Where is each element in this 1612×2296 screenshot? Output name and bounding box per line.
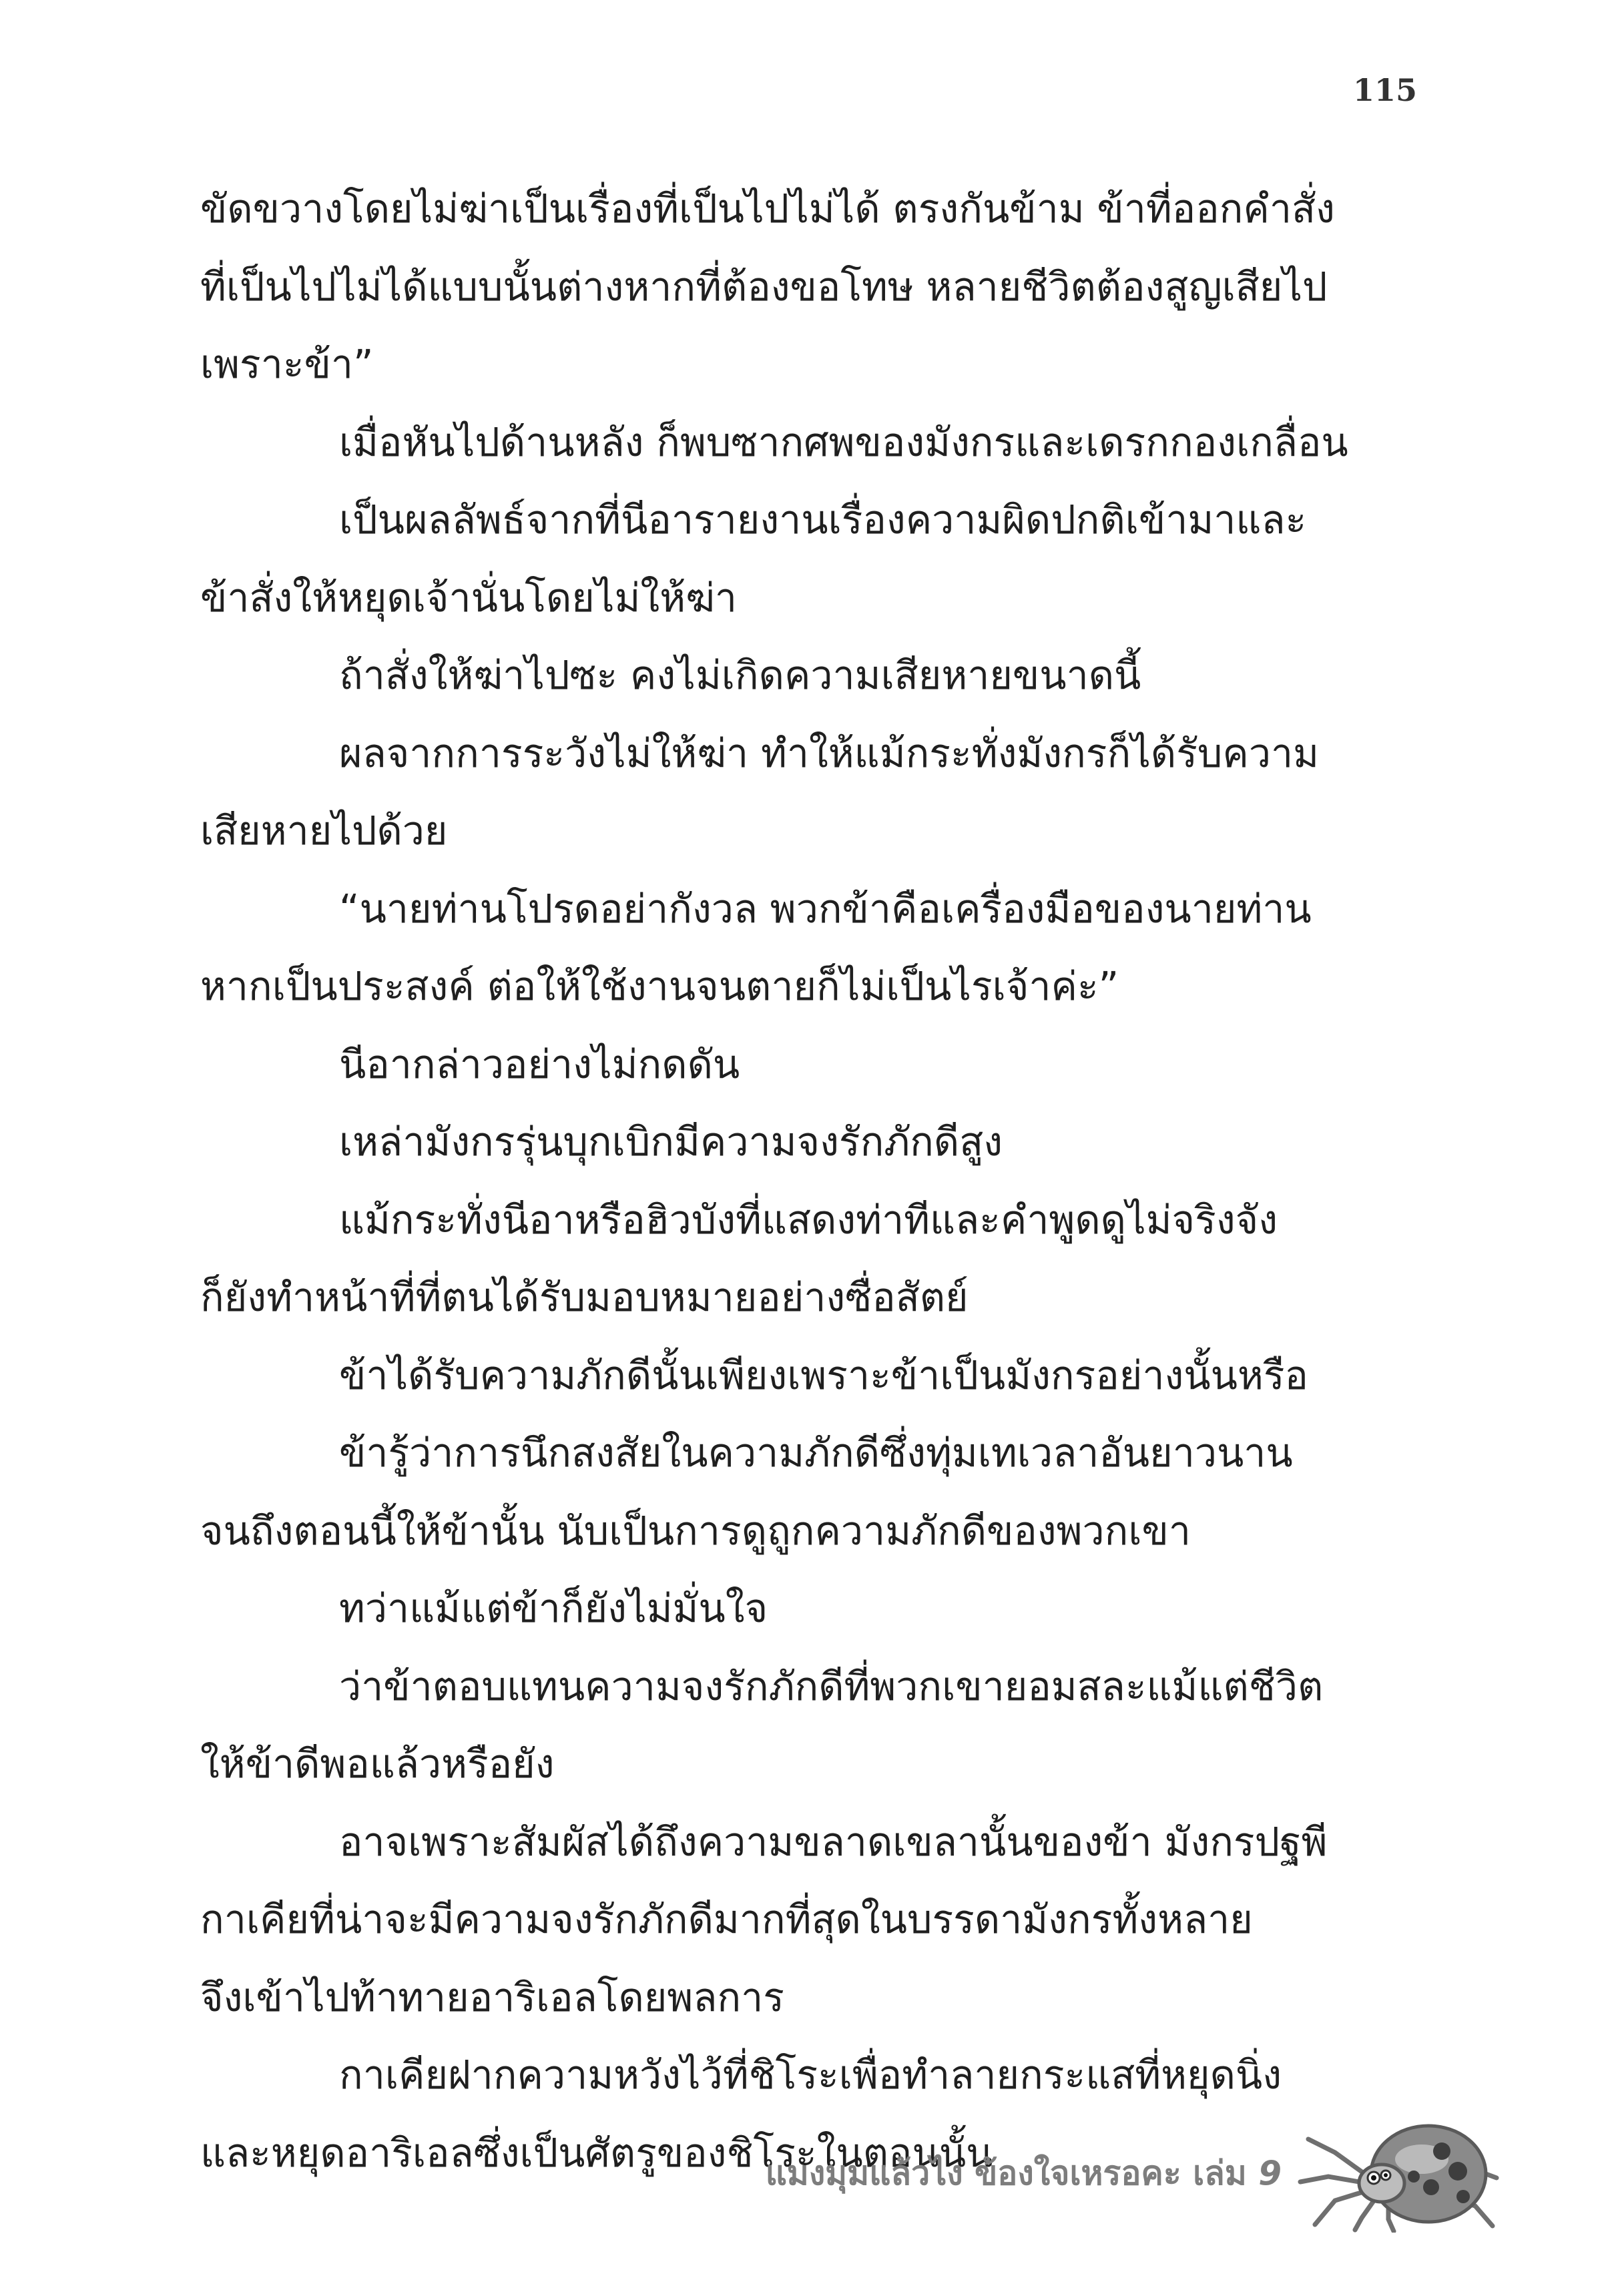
- text-line: จนถึงตอนนี้ให้ข้านั้น นับเป็นการดูถูกความภักดีของพวกเขา: [200, 1507, 1191, 1554]
- volume-number: 9: [1258, 2154, 1282, 2193]
- spider-mascot-icon: [1288, 2112, 1502, 2233]
- text-line: เมื่อหันไปด้านหลัง ก็พบซากศพของมังกรและเดรกกองเกลื่อน: [339, 418, 1348, 465]
- text-line: เพราะข้า”: [200, 341, 374, 387]
- text-line: เสียหายไปด้วย: [200, 808, 448, 854]
- text-line: ข้ารู้ว่าการนึกสงสัยในความภักดีซึ่งทุ่มเทเวลาอันยาวนาน: [339, 1430, 1293, 1476]
- running-footer: [721, 2112, 1509, 2233]
- book-title-text: แมงมุมแล้วไง ข้องใจเหรอคะ เล่ม: [765, 2154, 1247, 2193]
- text-line: เป็นผลลัพธ์จากที่นีอารายงานเรื่องความผิดปกติเข้ามาและ: [339, 497, 1307, 543]
- text-line: กาเคียที่น่าจะมีความจงรักภักดีมากที่สุดในบรรดามังกรทั้งหลาย: [200, 1896, 1253, 1942]
- text-line: เหล่ามังกรรุ่นบุกเบิกมีความจงรักภักดีสูง: [339, 1119, 1003, 1165]
- text-line: ทว่าแม้แต่ข้าก็ยังไม่มั่นใจ: [339, 1585, 768, 1631]
- body-text: [200, 170, 1415, 2192]
- text-line: นีอากล่าวอย่างไม่กดดัน: [339, 1041, 740, 1087]
- text-line: หากเป็นประสงค์ ต่อให้ใช้งานจนตายก็ไม่เป็นไรเจ้าค่ะ”: [200, 963, 1119, 1009]
- book-title: [766, 2147, 1282, 2200]
- text-line: ขัดขวางโดยไม่ฆ่าเป็นเรื่องที่เป็นไปไม่ได้ ตรงกันข้าม ข้าที่ออกคำสั่ง: [200, 186, 1335, 232]
- text-line: ให้ข้าดีพอแล้วหรือยัง: [200, 1741, 555, 1787]
- text-line: ก็ยังทำหน้าที่ที่ตนได้รับมอบหมายอย่างซื่อสัตย์: [200, 1274, 969, 1320]
- text-line: ที่เป็นไปไม่ได้แบบนั้นต่างหากที่ต้องขอโทษ หลายชีวิตต้องสูญเสียไป: [200, 263, 1328, 310]
- text-line: แม้กระทั่งนีอาหรือฮิวบังที่แสดงท่าทีและคำพูดดูไม่จริงจัง: [339, 1196, 1278, 1243]
- text-line: ถ้าสั่งให้ฆ่าไปซะ คงไม่เกิดความเสียหายขนาดนี้: [339, 652, 1141, 698]
- text-line: ว่าข้าตอบแทนความจงรักภักดีที่พวกเขายอมสละแม้แต่ชีวิต: [339, 1663, 1324, 1709]
- text-line: ผลจากการระวังไม่ให้ฆ่า ทำให้แม้กระทั่งมังกรก็ได้รับความ: [339, 730, 1319, 776]
- text-line: กาเคียฝากความหวังไว้ที่ชิโระเพื่อทำลายกระแสที่หยุดนิ่ง: [339, 2052, 1282, 2098]
- text-line: จึงเข้าไปท้าทายอาริเอลโดยพลการ: [200, 1974, 784, 2020]
- text-line: อาจเพราะสัมผัสได้ถึงความขลาดเขลานั้นของข้า มังกรปฐพี: [339, 1818, 1328, 1865]
- text-line: “นายท่านโปรดอย่ากังวล พวกข้าคือเครื่องมือของนายท่าน: [339, 885, 1312, 932]
- text-line: ข้าได้รับความภักดีนั้นเพียงเพราะข้าเป็นมังกรอย่างนั้นหรือ: [339, 1352, 1308, 1398]
- text-line: ข้าสั่งให้หยุดเจ้านั่นโดยไม่ให้ฆ่า: [200, 574, 738, 621]
- text-line: และหยุดอาริเอลซึ่งเป็นศัตรูของชิโระในตอนนั้น: [200, 2129, 993, 2176]
- page-number: 115: [1352, 72, 1417, 108]
